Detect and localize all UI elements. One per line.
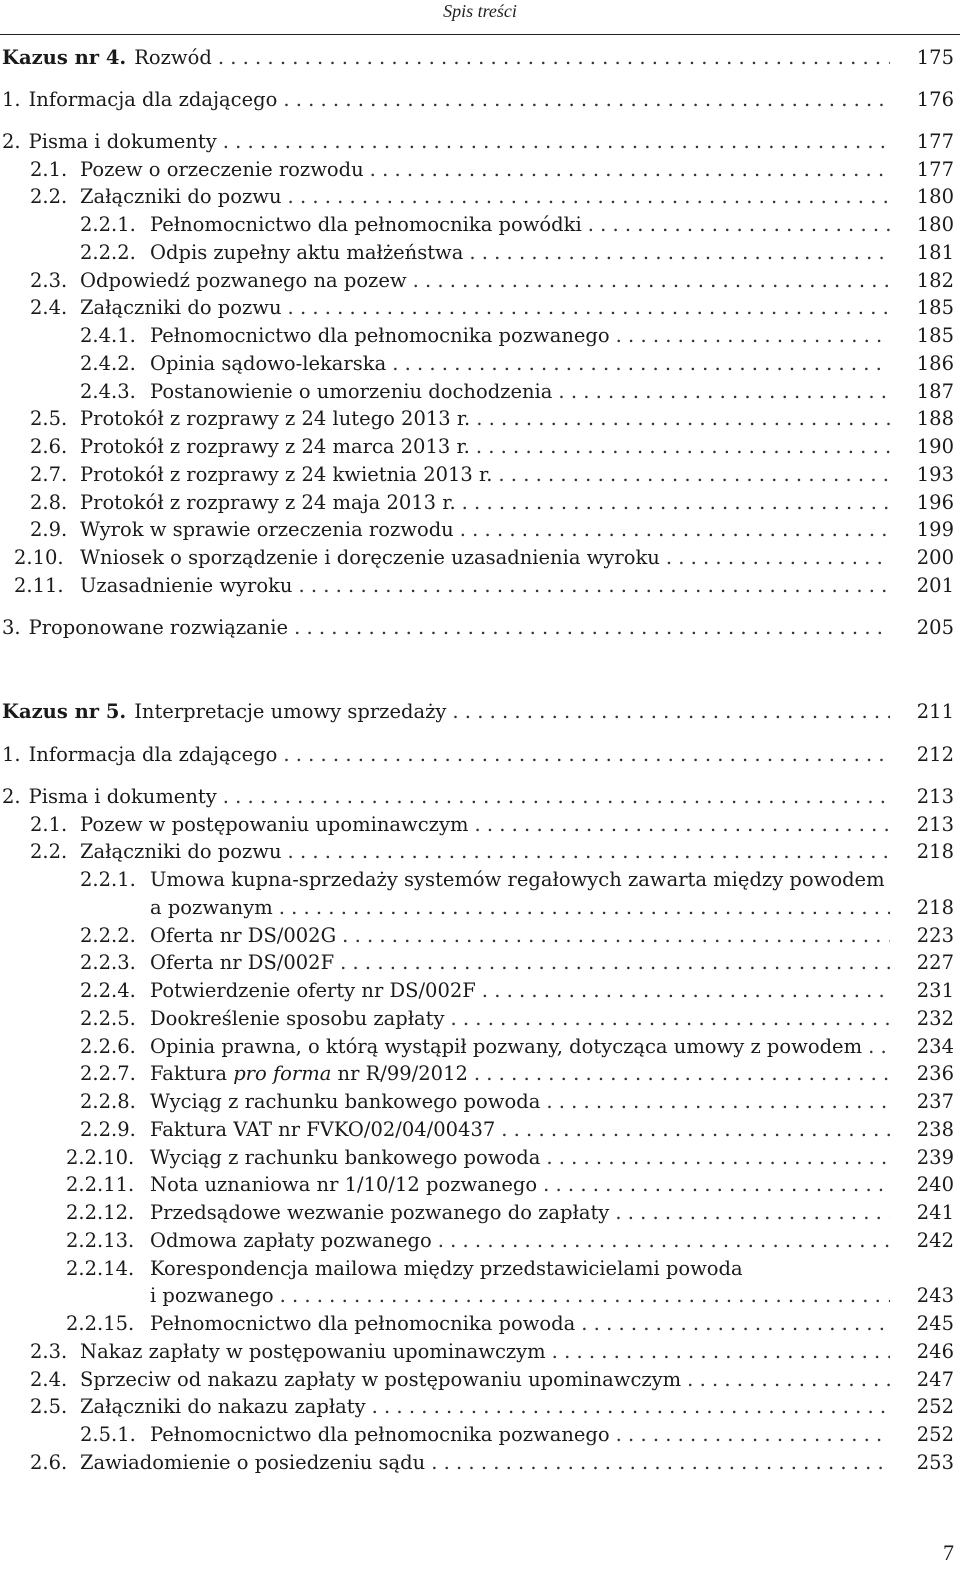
page-number: 7	[943, 1540, 954, 1565]
toc-entry-page: 242	[916, 1229, 954, 1252]
toc-entry-page: 241	[916, 1201, 954, 1224]
toc-entry-title: Przedsądowe wezwanie pozwanego do zapłaty	[150, 1201, 610, 1224]
toc-entry[interactable]	[0, 1338, 960, 1366]
toc-entry-page: 177	[916, 158, 954, 181]
toc-entry-title: Załączniki do pozwu	[80, 840, 282, 863]
toc-entry-title: Umowa kupna-sprzedaży systemów regałowych zawarta między powodem	[150, 868, 885, 891]
toc-entry-number: 2.2.1.	[80, 213, 136, 236]
toc-entry[interactable]	[0, 1116, 960, 1144]
toc-entry-label	[30, 405, 900, 433]
dot-leader	[298, 572, 890, 600]
toc-entry-label	[80, 211, 900, 239]
toc-entry-title: Opinia prawna, o którą wystąpił pozwany, dotycząca umowy z powodem	[150, 1035, 863, 1058]
toc-entry[interactable]	[0, 949, 960, 977]
toc-entry-title: Załączniki do pozwu	[80, 296, 282, 319]
toc-entry-page: 180	[916, 185, 954, 208]
toc-entry-page: 231	[916, 979, 954, 1002]
dot-leader	[431, 1449, 890, 1477]
toc-entry-title: Pełnomocnictwo dla pełnomocnika powoda	[150, 1312, 576, 1335]
dot-leader	[223, 128, 890, 156]
toc-entry-number: 2.5.	[30, 407, 68, 430]
dot-leader	[294, 614, 890, 642]
toc-entry-label	[30, 433, 900, 461]
toc-entry-title: Protokół z rozprawy z 24 kwietnia 2013 r.	[80, 463, 493, 486]
toc-entry[interactable]	[0, 894, 960, 922]
toc-entry-number: 2.8.	[30, 491, 68, 514]
toc-entry-title: Pełnomocnictwo dla pełnomocnika pozwanego	[150, 324, 610, 347]
toc-entry-page: 199	[916, 518, 954, 541]
toc-entry-label	[80, 1005, 900, 1033]
toc-entry-title: Pozew w postępowaniu upominawczym	[80, 813, 469, 836]
toc-entry-label	[80, 239, 900, 267]
toc-entry[interactable]	[0, 267, 960, 295]
toc-entry[interactable]	[0, 378, 960, 406]
toc-entry-page: 223	[916, 924, 954, 947]
dot-leader	[372, 1393, 890, 1421]
toc-entry-page: 212	[916, 743, 954, 766]
dot-leader	[687, 1366, 890, 1394]
toc-entry-page: 200	[916, 546, 954, 569]
dot-leader	[452, 698, 890, 726]
toc-entry-label	[80, 949, 900, 977]
toc-entry-label	[80, 1033, 900, 1061]
toc-entry-title: a pozwanym	[150, 896, 273, 919]
toc-entry-page: 185	[916, 296, 954, 319]
toc-entry-title: Korespondencja mailowa między przedstawicielami powoda	[150, 1257, 743, 1280]
toc-entry[interactable]	[0, 866, 960, 894]
toc-entry-label	[66, 1310, 900, 1338]
dot-leader	[218, 44, 890, 72]
toc-entry-number: 1.	[2, 88, 21, 111]
toc-entry-page: 218	[916, 896, 954, 919]
toc-entry-title: Zawiadomienie o posiedzeniu sądu	[80, 1451, 426, 1474]
toc-entry-number: 2.1.	[30, 813, 68, 836]
toc-entry[interactable]	[0, 1255, 960, 1283]
toc-entry-title: Postanowienie o umorzeniu dochodzenia	[150, 380, 553, 403]
toc-entry[interactable]	[0, 922, 960, 950]
toc-entry[interactable]	[0, 838, 960, 866]
toc-entry-number: 2.2.15.	[66, 1312, 135, 1335]
toc-entry-label	[30, 1338, 900, 1366]
toc-entry[interactable]	[0, 461, 960, 489]
toc-entry-number: 2.2.	[30, 185, 68, 208]
toc-entry-label	[80, 866, 900, 894]
toc-entry-title: Pełnomocnictwo dla pełnomocnika powódki	[150, 213, 582, 236]
toc-entry-page: 187	[916, 380, 954, 403]
toc-entry-page: 239	[916, 1146, 954, 1169]
dot-leader	[288, 294, 890, 322]
toc-entry[interactable]	[0, 156, 960, 184]
toc-entry-number: 2.2.2.	[80, 924, 136, 947]
toc-entry-page: 193	[916, 463, 954, 486]
toc-entry-number: 2.2.10.	[66, 1146, 135, 1169]
dot-leader	[588, 211, 890, 239]
toc-entry-label	[80, 350, 900, 378]
dot-leader	[342, 922, 890, 950]
toc-entry-number: 2.4.3.	[80, 380, 136, 403]
toc-entry-page: 190	[916, 435, 954, 458]
dot-leader	[666, 544, 890, 572]
toc-entry-label	[2, 128, 900, 156]
toc-entry-label	[80, 977, 900, 1005]
toc-entry-title: Wyrok w sprawie orzeczenia rozwodu	[80, 518, 454, 541]
toc-entry[interactable]	[0, 614, 960, 642]
toc-entry-title: Informacja dla zdającego	[28, 88, 278, 111]
toc-entry[interactable]	[0, 783, 960, 811]
toc-entry[interactable]	[0, 211, 960, 239]
toc-entry-page: 232	[916, 1007, 954, 1030]
toc-entry-number: 2.	[2, 785, 21, 808]
toc-entry-page: 236	[916, 1062, 954, 1085]
toc-entry-page: 181	[916, 241, 954, 264]
toc-entry-title: Informacja dla zdającego	[28, 743, 278, 766]
toc-entry-number: 2.2.11.	[66, 1173, 135, 1196]
toc-entry[interactable]	[0, 1421, 960, 1449]
dot-leader	[581, 1310, 890, 1338]
toc-entry-title: Potwierdzenie oferty nr DS/002F	[150, 979, 476, 1002]
toc-entry[interactable]	[0, 1449, 960, 1477]
toc-entry-page: 252	[916, 1423, 954, 1446]
toc-entry-label	[2, 741, 900, 769]
toc-entry-title: Uzasadnienie wyroku	[80, 574, 293, 597]
toc-entry-title: Nakaz zapłaty w postępowaniu upominawczym	[80, 1340, 546, 1363]
toc-entry-label	[30, 183, 900, 211]
toc-entry-number: 2.	[2, 130, 21, 153]
toc-entry-label	[66, 1144, 900, 1172]
toc-entry[interactable]	[0, 977, 960, 1005]
toc-entry-page: 196	[916, 491, 954, 514]
toc-entry-title: Faktura pro forma nr R/99/2012	[150, 1062, 468, 1085]
toc-entry-page: 253	[916, 1451, 954, 1474]
toc-entry-page: 176	[916, 88, 954, 111]
toc-entry-number: 2.2.4.	[80, 979, 136, 1002]
toc-entry-label	[66, 1171, 900, 1199]
toc-entry-page: 185	[916, 324, 954, 347]
toc-entry-number: 2.11.	[14, 574, 64, 597]
toc-entry-label	[30, 1449, 900, 1477]
toc-entry-number: 2.4.1.	[80, 324, 136, 347]
toc-entry-label	[2, 86, 900, 114]
toc-entry-title: Rozwód	[134, 46, 212, 69]
toc-entry[interactable]	[0, 86, 960, 114]
toc-entry[interactable]	[0, 698, 960, 726]
toc-entry[interactable]	[0, 1171, 960, 1199]
toc-entry-number: 2.5.	[30, 1395, 68, 1418]
toc-entry-title: Protokół z rozprawy z 24 lutego 2013 r.	[80, 407, 471, 430]
toc-entry[interactable]	[0, 1060, 960, 1088]
toc-entry-label	[30, 489, 900, 517]
toc-entry-title: Wniosek o sporządzenie i doręczenie uzasadnienia wyroku	[80, 546, 660, 569]
toc-entry-number: Kazus nr 5.	[2, 700, 127, 723]
header-rule	[0, 34, 960, 35]
toc-entry-label	[80, 1088, 900, 1116]
toc-entry[interactable]	[0, 1366, 960, 1394]
toc-entry-number: 2.10.	[14, 546, 64, 569]
dot-leader	[392, 350, 890, 378]
toc-entry-title: Protokół z rozprawy z 24 marca 2013 r.	[80, 435, 470, 458]
toc-entry-title: Wyciąg z rachunku bankowego powoda	[150, 1146, 541, 1169]
toc-entry-label	[30, 811, 900, 839]
dot-leader	[288, 183, 890, 211]
dot-leader	[474, 1060, 890, 1088]
toc-entry[interactable]	[0, 183, 960, 211]
toc-entry-page: 240	[916, 1173, 954, 1196]
toc-entry-page: 247	[916, 1368, 954, 1391]
toc-entry-page: 201	[916, 574, 954, 597]
toc-entry-page: 186	[916, 352, 954, 375]
toc-entry-number: 2.9.	[30, 518, 68, 541]
toc-entry-page: 243	[916, 1284, 954, 1307]
toc-entry[interactable]	[0, 1088, 960, 1116]
toc-entry-number: 3.	[2, 616, 21, 639]
toc-entry[interactable]	[0, 1310, 960, 1338]
dot-leader	[546, 1144, 890, 1172]
dot-leader	[498, 461, 890, 489]
toc-entry-number: 2.7.	[30, 463, 68, 486]
toc-entry-title: Interpretacje umowy sprzedaży	[134, 700, 447, 723]
dot-leader	[543, 1171, 890, 1199]
toc-entry-title: Pisma i dokumenty	[28, 785, 217, 808]
toc-entry-page: 246	[916, 1340, 954, 1363]
toc-entry-title: Pozew o orzeczenie rozwodu	[80, 158, 364, 181]
dot-leader	[469, 239, 890, 267]
toc-entry-number: 2.2.8.	[80, 1090, 136, 1113]
toc-entry-number: 2.2.7.	[80, 1062, 136, 1085]
toc-entry-page: 252	[916, 1395, 954, 1418]
toc-entry-label	[80, 1060, 900, 1088]
dot-leader	[474, 811, 890, 839]
dot-leader	[451, 1005, 890, 1033]
toc-entry[interactable]	[0, 350, 960, 378]
dot-leader	[476, 405, 890, 433]
toc-entry-title: Odpowiedź pozwanego na pozew	[80, 269, 407, 292]
toc-entry-title: Dookreślenie sposobu zapłaty	[150, 1007, 445, 1030]
toc-entry-number: 2.2.9.	[80, 1118, 136, 1141]
toc-entry-number: 2.4.2.	[80, 352, 136, 375]
dot-leader	[413, 267, 890, 295]
toc-entry-number: 1.	[2, 743, 21, 766]
toc-entry-page: 227	[916, 951, 954, 974]
toc-entry-label	[30, 1366, 900, 1394]
toc-entry-number: 2.1.	[30, 158, 68, 181]
toc-entry-label	[14, 544, 900, 572]
toc-entry-number: 2.3.	[30, 1340, 68, 1363]
dot-leader	[558, 378, 890, 406]
toc-entry-number: 2.5.1.	[80, 1423, 136, 1446]
toc-entry-page: 237	[916, 1090, 954, 1113]
toc-entry[interactable]	[0, 516, 960, 544]
toc-entry-number: 2.2.6.	[80, 1035, 136, 1058]
dot-leader	[283, 741, 890, 769]
toc-entry-title: Pisma i dokumenty	[28, 130, 217, 153]
toc-entry-label	[80, 922, 900, 950]
toc-entry[interactable]	[0, 572, 960, 600]
toc-entry-page: 213	[916, 785, 954, 808]
toc-entry-number: 2.6.	[30, 435, 68, 458]
toc-entry-label	[150, 1282, 900, 1310]
toc-entry-page: 175	[916, 46, 954, 69]
toc-entry[interactable]	[0, 405, 960, 433]
toc-entry-title: Oferta nr DS/002F	[150, 951, 335, 974]
dot-leader	[223, 783, 890, 811]
dot-leader	[280, 1282, 890, 1310]
toc-entry-page: 218	[916, 840, 954, 863]
toc-entry[interactable]	[0, 544, 960, 572]
toc-entry-label	[30, 516, 900, 544]
toc-entry-label	[66, 1255, 900, 1283]
toc-entry-label	[66, 1199, 900, 1227]
toc-entry-title: Wyciąg z rachunku bankowego powoda	[150, 1090, 541, 1113]
dot-leader	[462, 489, 890, 517]
toc-entry-label	[2, 783, 900, 811]
dot-leader	[476, 433, 890, 461]
dot-leader	[438, 1227, 890, 1255]
dot-leader	[616, 1421, 890, 1449]
dot-leader	[340, 949, 890, 977]
toc-entry-number: 2.4.	[30, 1368, 68, 1391]
toc-entry[interactable]	[0, 239, 960, 267]
toc-entry-label	[30, 461, 900, 489]
toc-entry-page: 205	[916, 616, 954, 639]
dot-leader	[283, 86, 890, 114]
toc-entry[interactable]	[0, 1199, 960, 1227]
toc-entry-number: 2.2.5.	[80, 1007, 136, 1030]
running-header: Spis treści	[443, 1, 517, 21]
toc-entry[interactable]	[0, 1227, 960, 1255]
dot-leader	[615, 1199, 890, 1227]
toc-entry-title: Nota uznaniowa nr 1/10/12 pozwanego	[150, 1173, 538, 1196]
toc-entry-page: 245	[916, 1312, 954, 1335]
dot-leader	[288, 838, 890, 866]
toc-entry[interactable]	[0, 1033, 960, 1061]
toc-entry-page: 188	[916, 407, 954, 430]
toc-entry-number: 2.4.	[30, 296, 68, 319]
toc-entry-title: Sprzeciw od nakazu zapłaty w postępowaniu upominawczym	[80, 1368, 682, 1391]
toc-entry-label	[2, 44, 900, 72]
toc-entry-page: 180	[916, 213, 954, 236]
toc-entry-label	[30, 838, 900, 866]
toc-entry-label	[80, 1116, 900, 1144]
toc-entry-number: 2.2.12.	[66, 1201, 135, 1224]
toc-entry[interactable]	[0, 1282, 960, 1310]
toc-entry-title: Odpis zupełny aktu małżeństwa	[150, 241, 464, 264]
dot-leader	[370, 156, 890, 184]
toc-entry-number: 2.2.1.	[80, 868, 136, 891]
toc-entry-label	[150, 894, 900, 922]
toc-entry-label	[30, 294, 900, 322]
toc-entry-page: 177	[916, 130, 954, 153]
toc-entry-page: 234	[916, 1035, 954, 1058]
toc-entry-label	[30, 156, 900, 184]
toc-entry-number: 2.2.13.	[66, 1229, 135, 1252]
toc-entry-title: Faktura VAT nr FVKO/02/04/00437	[150, 1118, 496, 1141]
toc-entry[interactable]	[0, 1393, 960, 1421]
dot-leader	[482, 977, 890, 1005]
toc-entry[interactable]	[0, 294, 960, 322]
toc-entry[interactable]	[0, 433, 960, 461]
toc-entry-number: 2.2.14.	[66, 1257, 135, 1280]
dot-leader	[552, 1338, 890, 1366]
toc-entry-number: 2.2.3.	[80, 951, 136, 974]
toc-entry[interactable]	[0, 489, 960, 517]
toc-entry-label	[2, 614, 900, 642]
toc-entry-title: Odmowa zapłaty pozwanego	[150, 1229, 432, 1252]
toc-entry-label	[80, 378, 900, 406]
toc-entry[interactable]	[0, 322, 960, 350]
toc-entry-page: 211	[916, 700, 954, 723]
dot-leader	[279, 894, 890, 922]
toc-entry-label	[66, 1227, 900, 1255]
dot-leader	[460, 516, 890, 544]
toc-entry-number: 2.2.2.	[80, 241, 136, 264]
toc-entry[interactable]	[0, 741, 960, 769]
toc-entry-label	[14, 572, 900, 600]
toc-entry-title: Proponowane rozwiązanie	[28, 616, 289, 639]
toc-entry-page: 238	[916, 1118, 954, 1141]
toc-entry-title: Pełnomocnictwo dla pełnomocnika pozwanego	[150, 1423, 610, 1446]
toc-entry-page: 182	[916, 269, 954, 292]
toc-entry-number: Kazus nr 4.	[2, 46, 127, 69]
toc-entry[interactable]	[0, 1005, 960, 1033]
toc-entry[interactable]	[0, 44, 960, 72]
toc-entry[interactable]	[0, 128, 960, 156]
dot-leader	[546, 1088, 890, 1116]
toc-entry[interactable]	[0, 1144, 960, 1172]
toc-entry-number: 2.6.	[30, 1451, 68, 1474]
toc-entry-title: Opinia sądowo-lekarska	[150, 352, 387, 375]
toc-entry-number: 2.3.	[30, 269, 68, 292]
toc-entry-page: 213	[916, 813, 954, 836]
toc-entry-title: Oferta nr DS/002G	[150, 924, 337, 947]
toc-entry-label	[30, 1393, 900, 1421]
toc-entry-label	[80, 322, 900, 350]
toc-entry-number: 2.2.	[30, 840, 68, 863]
dot-leader	[868, 1033, 890, 1061]
dot-leader	[501, 1116, 890, 1144]
toc-entry-title: Załączniki do nakazu zapłaty	[80, 1395, 366, 1418]
dot-leader	[616, 322, 890, 350]
toc-entry-title: Załączniki do pozwu	[80, 185, 282, 208]
toc-entry-title: i pozwanego	[150, 1284, 274, 1307]
toc-entry-label	[2, 698, 900, 726]
toc-entry[interactable]	[0, 811, 960, 839]
toc-entry-label	[80, 1421, 900, 1449]
toc-entry-title: Protokół z rozprawy z 24 maja 2013 r.	[80, 491, 456, 514]
toc-entry-label	[30, 267, 900, 295]
